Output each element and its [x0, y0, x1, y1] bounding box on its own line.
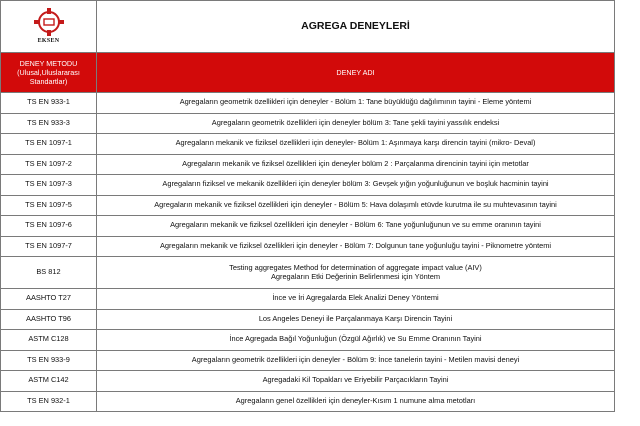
- test-name-line: Agregaların geometrik özellikleri için deneyler - Bölüm 9: İnce tanelerin tayini - Metilen mavisi deneyi: [191, 354, 520, 364]
- test-name-cell[interactable]: [97, 289, 615, 310]
- table-row: [1, 257, 615, 289]
- method-cell[interactable]: TS EN 933-9: [1, 350, 97, 371]
- column-header-method-line: Standartlar): [29, 77, 68, 86]
- test-name-line: Agregaların mekanik ve fiziksel özellikleri için deneyler - Bölüm 7: Dolgunun tane yoğunluğu tayini - Piknometre yöntemi: [159, 240, 552, 250]
- table-row: [1, 330, 615, 351]
- test-name-cell[interactable]: [97, 330, 615, 351]
- test-name-line: Agregaların geometrik özellikleri için deneyler bölüm 3: Tane şekli tayini yassılık endeksi: [211, 117, 500, 127]
- test-name-cell[interactable]: [97, 371, 615, 392]
- test-name-cell[interactable]: [97, 93, 615, 114]
- method-cell[interactable]: TS EN 1097-6: [1, 216, 97, 237]
- table-row: [1, 309, 615, 330]
- test-name-line: Agregadaki Kil Topakları ve Eriyebilir Parçacıkların Tayini: [262, 375, 449, 385]
- method-cell[interactable]: AASHTO T27: [1, 289, 97, 310]
- test-name-cell[interactable]: [97, 216, 615, 237]
- test-name-line: İnce ve İri Agregalarda Elek Analizi Deney Yöntemi: [272, 293, 439, 303]
- test-name-cell[interactable]: [97, 257, 615, 289]
- table-row: [1, 371, 615, 392]
- test-name-cell[interactable]: [97, 195, 615, 216]
- method-cell[interactable]: BS 812: [1, 257, 97, 289]
- table-row: [1, 113, 615, 134]
- method-cell[interactable]: TS EN 1097-2: [1, 154, 97, 175]
- eksen-logo-icon: [32, 7, 66, 37]
- method-cell[interactable]: TS EN 1097-3: [1, 175, 97, 196]
- test-name-line: Agregaların geometrik özellikleri için deneyler - Bölüm 1: Tane büyüklüğü dağılımının tayini - Eleme yöntemi: [179, 97, 532, 107]
- test-name-line: Agregaların Etki Değerinin Belirlenmesi için Yöntem: [270, 271, 441, 281]
- column-header-method[interactable]: [1, 53, 97, 93]
- test-name-line: Agregaların genel özellikleri için deneyler-Kısım 1 numune alma metotları: [235, 395, 476, 405]
- column-header-row: [1, 53, 615, 93]
- table-row: [1, 391, 615, 412]
- test-name-cell[interactable]: [97, 175, 615, 196]
- table-row: [1, 216, 615, 237]
- test-name-cell[interactable]: [97, 309, 615, 330]
- table-row: [1, 134, 615, 155]
- test-name-cell[interactable]: [97, 236, 615, 257]
- method-cell[interactable]: ASTM C128: [1, 330, 97, 351]
- test-name-line: Agregaların fiziksel ve mekanik özellikleri için deneyler bölüm 3: Gevşek yığın yoğunluğunun ve boşluk hacminin tayini: [162, 179, 549, 189]
- test-name-cell[interactable]: [97, 350, 615, 371]
- table-row: [1, 93, 615, 114]
- table-row: [1, 350, 615, 371]
- table-row: [1, 175, 615, 196]
- column-header-method-line: DENEY METODU: [19, 59, 78, 68]
- method-cell[interactable]: AASHTO T96: [1, 309, 97, 330]
- method-cell[interactable]: TS EN 933-3: [1, 113, 97, 134]
- test-name-line: Agregaların mekanik ve fiziksel özellikleri için deneyler- Bölüm 1: Aşınmaya karşı direncin tayini (mikro- Deval): [175, 138, 536, 148]
- test-name-cell[interactable]: [97, 154, 615, 175]
- table-row: [1, 289, 615, 310]
- title-row: [1, 1, 615, 53]
- column-header-name[interactable]: DENEY ADI: [97, 53, 615, 93]
- test-name-cell[interactable]: [97, 113, 615, 134]
- test-name-line: İnce Agregada Bağıl Yoğunluğun (Özgül Ağırlık) ve Su Emme Oranının Tayini: [229, 334, 482, 344]
- table-row: [1, 154, 615, 175]
- method-cell[interactable]: TS EN 1097-5: [1, 195, 97, 216]
- method-cell[interactable]: TS EN 1097-1: [1, 134, 97, 155]
- column-header-method-line: (Ulusal,Uluslararası: [17, 68, 80, 77]
- test-name-line: Agregaların mekanik ve fiziksel özellikleri için deneyler bölüm 2 : Parçalanma direncinin tayini için metotlar: [182, 158, 529, 168]
- method-cell[interactable]: TS EN 932-1: [1, 391, 97, 412]
- logo-text: EKSEN: [37, 38, 60, 45]
- page-title[interactable]: AGREGA DENEYLERİ: [97, 1, 615, 53]
- table-row: [1, 236, 615, 257]
- test-name-cell[interactable]: [97, 134, 615, 155]
- test-name-line: Agregaların mekanik ve fiziksel özellikleri için deneyler - Bölüm 5: Hava dolaşımlı etüvde kurutma ile su muhtevasının tayini: [154, 199, 557, 209]
- company-logo: [1, 7, 96, 45]
- method-cell[interactable]: TS EN 1097-7: [1, 236, 97, 257]
- table-row: [1, 195, 615, 216]
- logo-cell[interactable]: [1, 1, 97, 53]
- test-name-line: Los Angeles Deneyi ile Parçalanmaya Karşı Direncin Tayini: [258, 313, 453, 323]
- test-name-line: Testing aggregates Method for determination of aggregate impact value (AIV): [229, 262, 482, 272]
- test-name-line: Agregaların mekanik ve fiziksel özellikleri için deneyler - Bölüm 6: Tane yoğunluğunun ve su emme oranının tayini: [170, 220, 541, 230]
- test-name-cell[interactable]: [97, 391, 615, 412]
- method-cell[interactable]: TS EN 933-1: [1, 93, 97, 114]
- method-cell[interactable]: ASTM C142: [1, 371, 97, 392]
